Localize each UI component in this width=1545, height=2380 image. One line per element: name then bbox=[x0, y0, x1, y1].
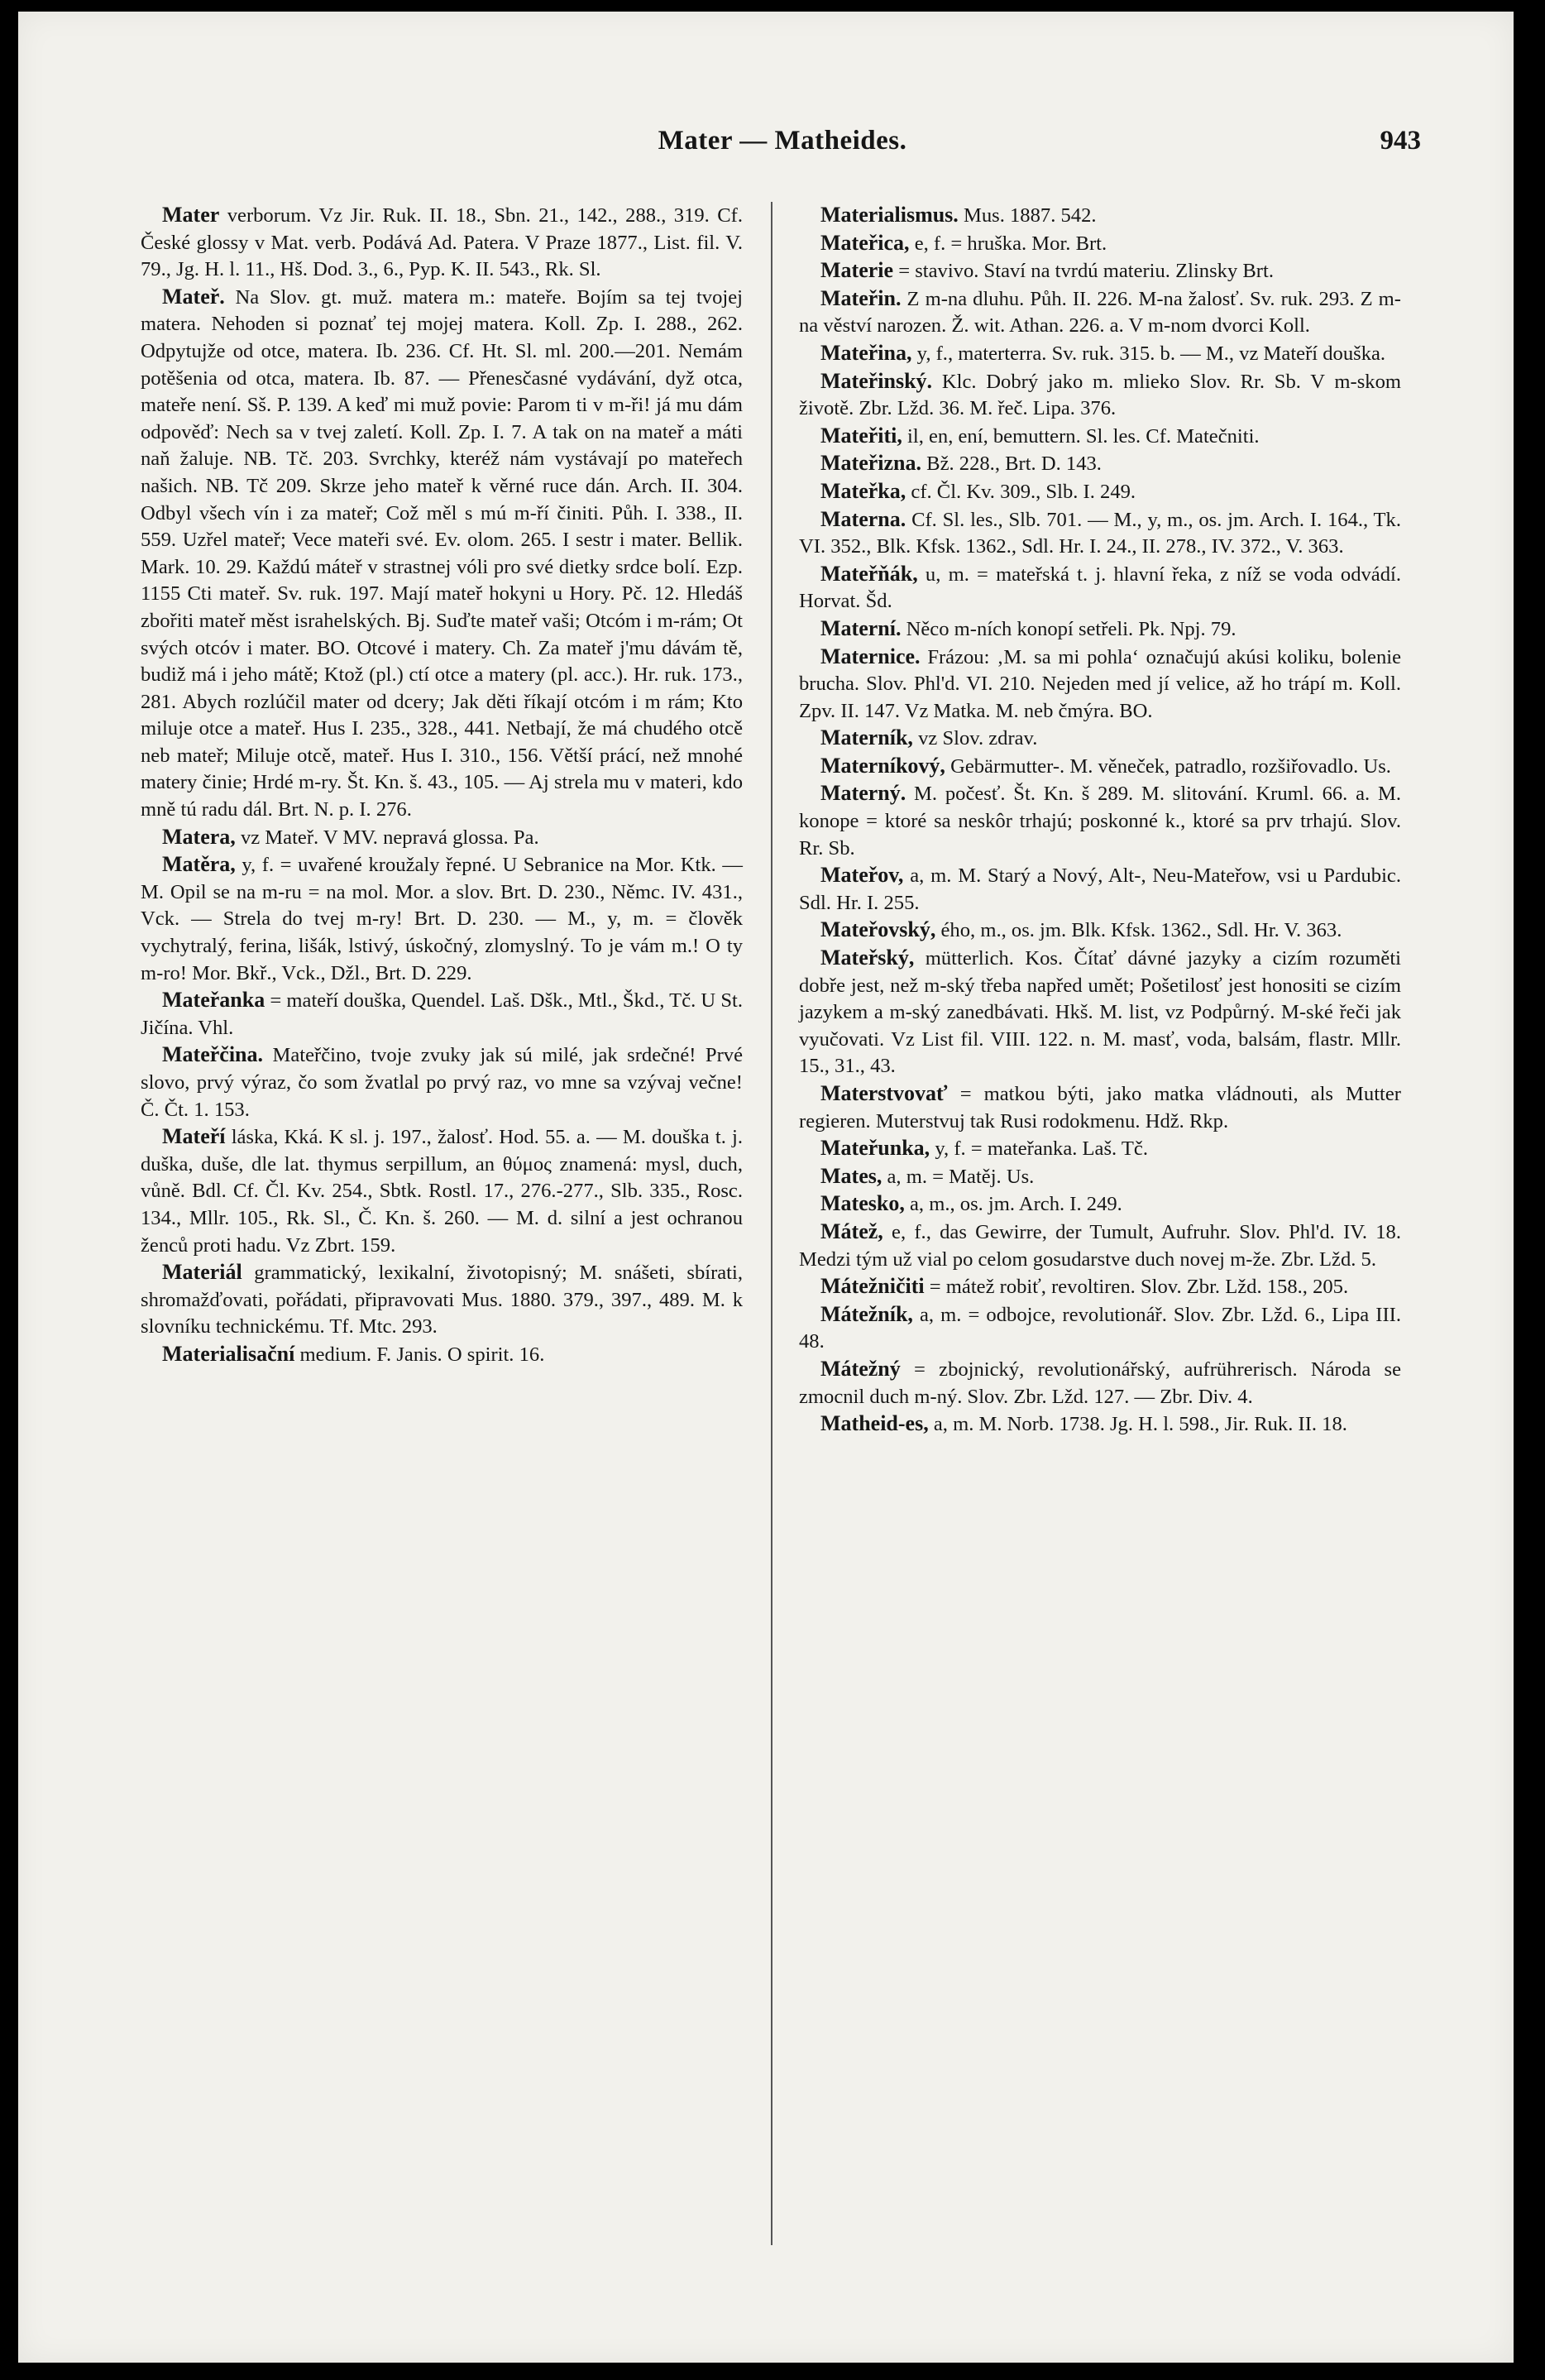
entry-headword: Mateřica, bbox=[820, 230, 910, 255]
entry-headword: Maternice. bbox=[820, 644, 921, 668]
entry-text: Klc. Dobrý jako m. mlieko Slov. Rr. Sb. V m-skom životě. Zbr. Lžd. 36. M. řeč. Lipa. 376. bbox=[799, 370, 1401, 420]
entry-headword: Materialisační bbox=[162, 1341, 295, 1366]
dictionary-entry bbox=[799, 644, 1401, 725]
entry-text: a, m. M. Norb. 1738. Jg. H. l. 598., Jir. Ruk. II. 18. bbox=[933, 1413, 1347, 1436]
dictionary-entry bbox=[141, 987, 743, 1042]
entry-text: = mateří douška, Quendel. Laš. Dšk., Mtl., Škd., Tč. U St. Jičína. Vhl. bbox=[141, 989, 743, 1039]
dictionary-entry bbox=[799, 230, 1401, 258]
dictionary-entry bbox=[799, 780, 1401, 862]
entry-headword: Mateří bbox=[162, 1124, 226, 1149]
dictionary-entry bbox=[141, 1042, 743, 1123]
entry-headword: Materiál bbox=[162, 1260, 242, 1285]
dictionary-entry bbox=[799, 917, 1401, 945]
entry-text: grammatický, lexikalní, životopisný; M. snášeti, sbírati, shromažďovati, pořádati, připravovati Mus. 1880. 379., 397., 489. M. k slovníku technickému. Tf. Mtc. 293. bbox=[141, 1262, 744, 1338]
dictionary-entry bbox=[141, 202, 743, 284]
entry-text: Na Slov. gt. muž. matera m.: mateře. Bojím sa tej tvojej matera. Nehoden si poznať tej mojej matera. Koll. Zp. I. 288., 262. Odpytujže od otce, matera. Ib. 236. Cf. Ht. Sl. ml. 200.—201. Nemám potěšenia od otca, matera. Ib. 87. — Přenesčasné vydávání, dyž otca, mateře není. Sš. P. 139. A keď mi muž povie: Parom ti v m-ři! já mu dám odpověď: Nech sa v tvej zaletí. Koll. Zp. I. 7. A tak on na mateř a máti naň žaluje. NB. Tč. 203. Svrchky, kteréž nám vystávají po mateřech našich. NB. Tč 209. Skrze jeho mateř k věrné ruce dán. Arch. II. 304. Odbyl všech vín i za mateř; Což měl s mú m-ří činiti. Půh. I. 338., II. 559. Uzřel mateř; Vece mateři své. Ev. olom. 265. I sestr i mater. Bellik. Mark. 10. 29. Každú máteř v strastnej vóli pro své dietky srdce bolí. Ezp. 1155 Cti mateř. Sv. ruk. 197. Mají mateř hokyni u Hory. Pč. 12. Hledáš zbořiti mateř měst israhelských. Bj. Suďte mateř vaši; Otcóm i m-rám; Ot svých otcóv i mater. BO. Otcové i matery. Ch. Za mateř j'mu dávám tě, budiž má i jeho mátě; Ktož (pl.) ctí otce a matery (pl. acc.). Hr. ruk. 173., 281. Abych rozlúčil mater od dcery; Jak děti říkají otcóm i m rám; Kto miluje otce a mateř. Hus I. 235., 328., 441. Netbají, že má chudého otcě neb mateř; Miluje otcě, mateř. Hus I. 310., 156. Větší prácí, než mnohé matery činie; Hrdé m-ry. Št. Kn. š. 43., 105. — Aj strela mu v materi, kdo mně tú radu dál. Brt. N. p. I. 276. bbox=[141, 285, 743, 821]
entry-text: y, f. = uvařené kroužaly řepné. U Sebranice na Mor. Ktk. — M. Opil se na m-ru = na mol. Mor. a slov. Brt. D. 230., Němc. IV. 431., Vck. — Strela do tvej m-ry! Brt. D. 230. — M., y, m. = člověk vychytralý, ferina, lišák, lstivý, úskočný, zlomyslný. To je vám m.! O ty m-ro! Mor. Bkř., Vck., Džl., Brt. D. 229. bbox=[141, 854, 743, 984]
entry-headword: Mateřiti, bbox=[820, 423, 902, 448]
entry-headword: Materie bbox=[820, 258, 894, 283]
dictionary-columns bbox=[141, 202, 1424, 2253]
dictionary-entry bbox=[799, 450, 1401, 478]
dictionary-entry bbox=[799, 1135, 1401, 1163]
dictionary-entry bbox=[799, 1410, 1401, 1439]
entry-headword: Mateřčina. bbox=[162, 1042, 264, 1067]
dictionary-entry bbox=[799, 1273, 1401, 1301]
page-number: 943 bbox=[1380, 126, 1421, 156]
entry-text: = mátež robiť, revoltiren. Slov. Zbr. Lžd. 158., 205. bbox=[929, 1276, 1349, 1299]
entry-headword: Mates, bbox=[820, 1163, 883, 1188]
right-column bbox=[799, 202, 1401, 2253]
entry-text: = zbojnický, revolutionářský, aufrührerisch. Národa se zmocnil duch m-ný. Slov. Zbr. Lžd. 127. — Zbr. Div. 4. bbox=[799, 1358, 1401, 1408]
entry-text: vz Mateř. V MV. nepravá glossa. Pa. bbox=[240, 826, 539, 849]
dictionary-entry bbox=[799, 1219, 1401, 1273]
entry-headword: Mátežný bbox=[820, 1356, 901, 1381]
entry-headword: Matesko, bbox=[820, 1191, 905, 1216]
entry-text: a, m. = odbojce, revolutionář. Slov. Zbr. Lžd. 6., Lipa III. 48. bbox=[799, 1303, 1401, 1353]
entry-text: medium. F. Janis. O spirit. 16. bbox=[299, 1343, 545, 1366]
entry-text: Něco m-ních konopí setřeli. Pk. Npj. 79. bbox=[906, 617, 1236, 640]
entry-text: ého, m., os. jm. Blk. Kfsk. 1362., Sdl. Hr. V. 363. bbox=[940, 919, 1342, 942]
entry-headword: Mateřinský. bbox=[820, 368, 933, 393]
entry-headword: Matheid-es, bbox=[820, 1411, 929, 1436]
entry-headword: Mateřin. bbox=[820, 285, 902, 310]
dictionary-entry bbox=[799, 1080, 1401, 1135]
entry-text: M. počesť. Št. Kn. š 289. M. slitování. Kruml. 66. a. M. konope = ktoré sa neskôr trhajú; poskonné k., ktoré sa prv trhajú. Slov. Rr. Sb. bbox=[799, 783, 1401, 860]
entry-headword: Materstvovať bbox=[820, 1081, 948, 1105]
entry-headword: Materný. bbox=[820, 781, 906, 806]
dictionary-entry bbox=[799, 1356, 1401, 1410]
dictionary-entry bbox=[141, 1259, 743, 1341]
dictionary-entry bbox=[799, 753, 1401, 781]
scanned-page bbox=[18, 12, 1514, 2363]
entry-text: il, en, ení, bemuttern. Sl. les. Cf. Matečniti. bbox=[907, 424, 1260, 448]
dictionary-entry bbox=[799, 1301, 1401, 1356]
entry-headword: Mateřanka bbox=[162, 988, 265, 1013]
entry-headword: Matera, bbox=[162, 824, 236, 849]
dictionary-entry bbox=[799, 423, 1401, 451]
dictionary-entry bbox=[141, 1123, 743, 1259]
entry-text: u, m. = mateřská t. j. hlavní řeka, z níž se voda odvádí. Horvat. Šd. bbox=[799, 563, 1401, 613]
entry-headword: Mátežník, bbox=[820, 1301, 913, 1326]
entry-text: a, m. M. Starý a Nový, Alt-, Neu-Mateřow, vsi u Pardubic. Sdl. Hr. I. 255. bbox=[799, 864, 1401, 914]
column-rule bbox=[771, 202, 772, 2245]
dictionary-entry bbox=[799, 1163, 1401, 1191]
entry-headword: Mater bbox=[162, 203, 220, 227]
entry-headword: Materní. bbox=[820, 615, 902, 640]
page-header bbox=[141, 119, 1424, 169]
dictionary-entry bbox=[799, 506, 1401, 561]
dictionary-entry bbox=[799, 862, 1401, 917]
entry-headword: Mateřunka, bbox=[820, 1136, 930, 1161]
dictionary-entry bbox=[799, 368, 1401, 423]
entry-headword: Materníkový, bbox=[820, 753, 945, 778]
entry-text: = matkou býti, jako matka vládnouti, als Mutter regieren. Muterstvuj tak Rusi rodokmenu. Hdž. Rkp. bbox=[799, 1083, 1401, 1133]
entry-text: y, f. = mateřanka. Laš. Tč. bbox=[935, 1137, 1148, 1161]
dictionary-entry bbox=[799, 561, 1401, 615]
dictionary-entry bbox=[799, 340, 1401, 368]
entry-headword: Mátežničiti bbox=[820, 1274, 925, 1299]
entry-text: e, f. = hruška. Mor. Brt. bbox=[914, 232, 1107, 255]
entry-headword: Mateř. bbox=[162, 284, 225, 309]
entry-text: verborum. Vz Jir. Ruk. II. 18., Sbn. 21., 142., 288., 319. Cf. České glossy v Mat. verb. Podává Ad. Patera. V Praze 1877., List. fil. V. 79., Jg. H. l. 11., Hš. Dod. 3., 6., Pyp. K. II. 543., Rk. Sl. bbox=[141, 204, 744, 281]
entry-text: cf. Čl. Kv. 309., Slb. I. 249. bbox=[911, 480, 1136, 503]
dictionary-entry bbox=[799, 1190, 1401, 1219]
entry-text: mütterlich. Kos. Čítať dávné jazyky a cizím rozuměti dobře jest, než m-ský třeba napřed umět; Pošetilosť jest honositi se cizím jazykem a m-ský zanedbávati. Hkš. M. list, vz Podpůrný. M-ské řeči jak vyučovati. Vz List fil. VIII. 122. n. M. masť, voda, balsám, flastr. Mllr. 15., 31., 43. bbox=[799, 947, 1401, 1078]
entry-headword: Mateřizna. bbox=[820, 451, 922, 476]
entry-headword: Materialismus. bbox=[820, 203, 959, 227]
entry-headword: Mateřovský, bbox=[820, 917, 936, 942]
dictionary-entry bbox=[799, 478, 1401, 506]
entry-text: = stavivo. Staví na tvrdú materiu. Zlinsky Brt. bbox=[898, 260, 1274, 283]
entry-headword: Matěra, bbox=[162, 852, 236, 877]
running-head: Mater — Matheides. bbox=[658, 126, 907, 156]
entry-headword: Mateřský, bbox=[820, 946, 915, 970]
entry-headword: Mateřňák, bbox=[820, 561, 918, 586]
dictionary-entry bbox=[799, 257, 1401, 285]
dictionary-entry bbox=[141, 1341, 743, 1369]
dictionary-entry bbox=[799, 202, 1401, 230]
entry-headword: Mateřka, bbox=[820, 478, 906, 503]
dictionary-entry bbox=[141, 284, 743, 824]
entry-text: Gebärmutter-. M. věneček, patradlo, rozšiřovadlo. Us. bbox=[950, 754, 1391, 778]
entry-text: e, f., das Gewirre, der Tumult, Aufruhr. Slov. Phl'd. IV. 18. Medzi tým už vial po celom gosudarstve duch novej m-že. Zbr. Lžd. 5. bbox=[799, 1220, 1401, 1271]
entry-headword: Materna. bbox=[820, 506, 906, 531]
dictionary-page bbox=[141, 119, 1424, 2270]
entry-text: a, m. = Matěj. Us. bbox=[887, 1165, 1035, 1188]
entry-text: Frázou: ‚M. sa mi pohla‘ označujú akúsi koliku, bolenie brucha. Slov. Phl'd. VI. 210. Nejeden med jí velice, až ho trápí m. Koll. Zpv. II. 147. Vz Matka. M. neb čmýra. BO. bbox=[799, 645, 1402, 722]
dictionary-entry bbox=[799, 725, 1401, 753]
left-column bbox=[141, 202, 743, 2253]
entry-text: a, m., os. jm. Arch. I. 249. bbox=[909, 1193, 1122, 1216]
dictionary-entry bbox=[141, 824, 743, 852]
entry-headword: Mátež, bbox=[820, 1219, 883, 1243]
entry-text: Cf. Sl. les., Slb. 701. — M., y, m., os. jm. Arch. I. 164., Tk. VI. 352., Blk. Kfsk. 1362., Sdl. Hr. I. 24., II. 278., IV. 372., V. 363. bbox=[799, 508, 1401, 558]
entry-headword: Mateřov, bbox=[820, 863, 904, 888]
dictionary-entry bbox=[141, 851, 743, 987]
dictionary-entry bbox=[799, 285, 1401, 340]
entry-text: y, f., materterra. Sv. ruk. 315. b. — M., vz Mateří douška. bbox=[916, 342, 1386, 365]
entry-text: Bž. 228., Brt. D. 143. bbox=[926, 453, 1102, 476]
entry-headword: Materník, bbox=[820, 725, 913, 750]
entry-text: vz Slov. zdrav. bbox=[918, 727, 1038, 750]
entry-headword: Mateřina, bbox=[820, 340, 912, 365]
entry-text: Z m-na dluhu. Půh. II. 226. M-na žalosť. Sv. ruk. 293. Z m-na věství narozen. Ž. wit. Athan. 226. a. V m-nom dvorci Koll. bbox=[799, 287, 1401, 338]
dictionary-entry bbox=[799, 615, 1401, 644]
entry-text: Mateřčino, tvoje zvuky jak sú milé, jak srdečné! Prvé slovo, prvý výraz, čo som žvatlal po prvý raz, vo mne sa vzývaj večne! Č. Čt. 1. 153. bbox=[141, 1044, 743, 1121]
entry-text: Mus. 1887. 542. bbox=[963, 204, 1097, 227]
entry-text: láska, Kká. K sl. j. 197., žalosť. Hod. 55. a. — M. douška t. j. duška, duše, dle lat. thymus serpillum, an θύμος znamená: mysl, duch, vůně. Bdl. Cf. Čl. Kv. 254., Sbtk. Rostl. 17., 276.-277., Slb. 335., Rosc. 134., Mllr. 105., Rk. Sl., Č. Kn. š. 260. — M. d. silní a jest ochranou ženců proti hadu. Vz Zbrt. 159. bbox=[141, 1126, 743, 1257]
dictionary-entry bbox=[799, 945, 1401, 1080]
